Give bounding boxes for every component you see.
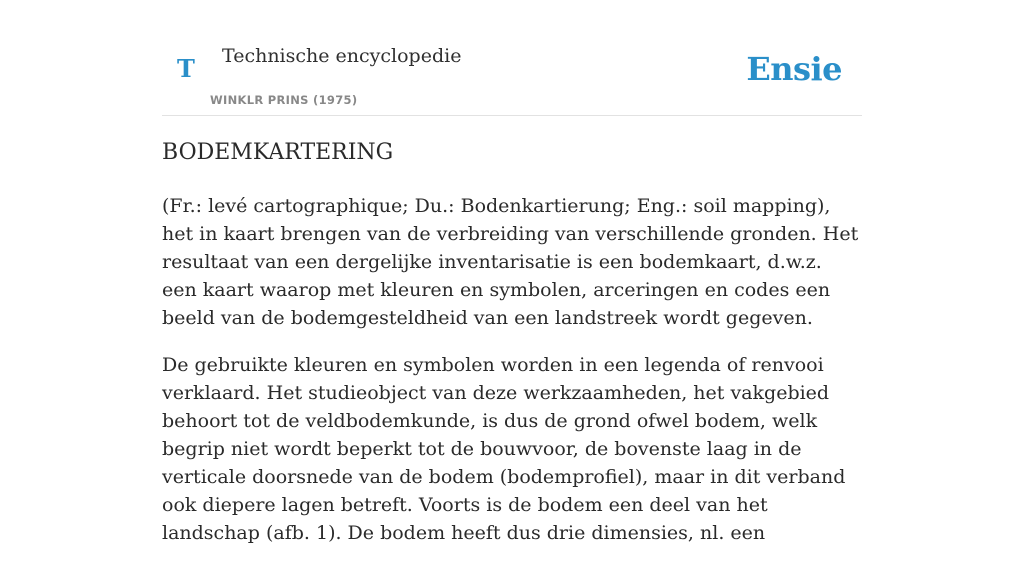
book-source-label: WINKLR PRINS (1975) — [210, 93, 358, 107]
entry-paragraph: (Fr.: levé cartographique; Du.: Bodenkartierung; Eng.: soil mapping), het in kaart brengen van de verbreiding van verschillende gronden. Het resultaat van een dergelijke inventarisatie is een bodemkaart, d.w.z. een kaart waarop met kleuren en symbolen, arceringen en codes een beeld van de bodemgesteldheid van een landstreek wordt gegeven. — [162, 195, 859, 329]
entry-paragraph: De gebruikte kleuren en symbolen worden in een legenda of renvooi verklaard. Het studieobject van deze werkzaamheden, het vakgebied behoort tot de veldbodemkunde, is dus de grond ofwel bodem, welk begrip niet wordt beperkt tot de bouwvoor, de bovenste laag in de verticale doorsnede van de bodem (bodemprofiel), maar in dit verband ook diepere lagen betreft. Voorts is de bodem een deel van het landschap (afb. 1). De bodem heeft dus drie dimensies, nl. een — [162, 354, 846, 544]
book-logo-icon[interactable]: T — [177, 54, 195, 83]
entry-title: BODEMKARTERING — [162, 140, 394, 165]
book-title-link[interactable]: Technische encyclopedie — [222, 45, 462, 67]
entry-body — [162, 192, 862, 566]
page-header — [162, 30, 862, 116]
ensie-logo-link[interactable]: Ensie — [746, 50, 842, 88]
